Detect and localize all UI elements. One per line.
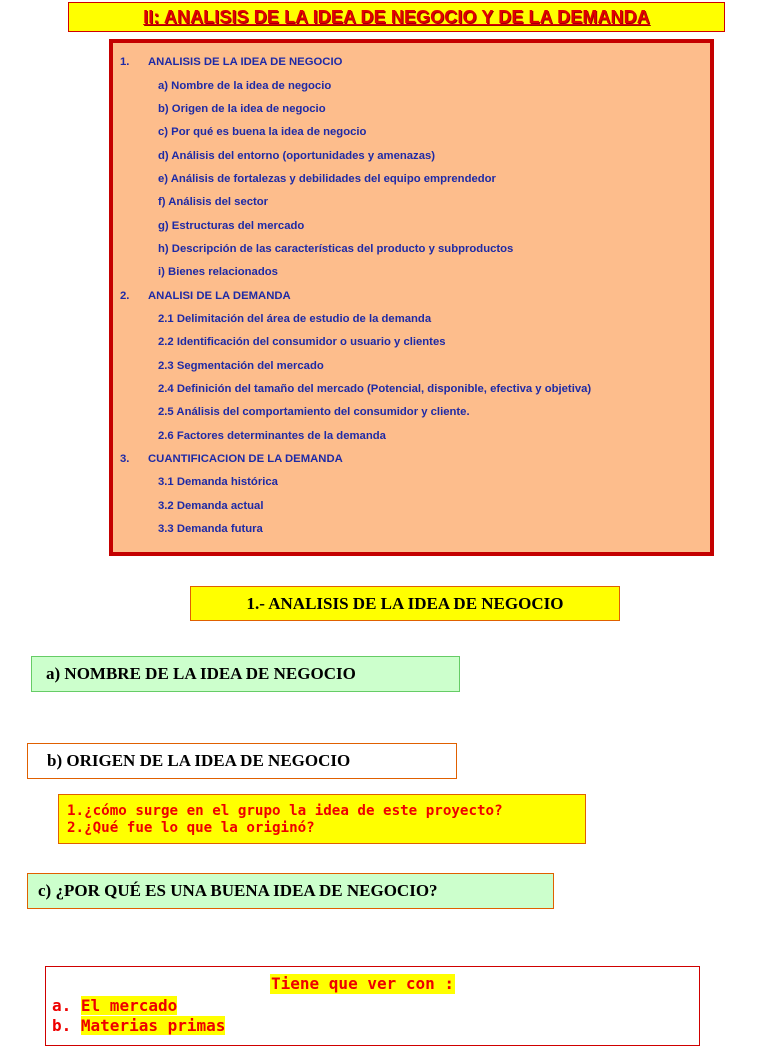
list-text: El mercado (80, 996, 178, 1015)
bottom-heading: Tiene que ver con : (271, 974, 455, 993)
section-heading-1 (190, 586, 620, 621)
index-subitem: a) Nombre de la idea de negocio (158, 80, 332, 92)
list-text: Materias primas (80, 1016, 226, 1035)
list-marker: a. (52, 996, 72, 1015)
list-item (52, 996, 177, 1016)
section-heading-a (31, 656, 460, 692)
index-subitem: 3.3 Demanda futura (158, 523, 263, 535)
index-label: CUANTIFICACION DE LA DEMANDA (148, 453, 343, 465)
index-subitem: 2.2 Identificación del consumidor o usuario y clientes (158, 336, 446, 348)
index-subitem: i) Bienes relacionados (158, 266, 278, 278)
index-subitem: b) Origen de la idea de negocio (158, 103, 326, 115)
index-subitem: 2.6 Factores determinantes de la demanda (158, 430, 386, 442)
section-heading-1-text: 1.- ANALISIS DE LA IDEA DE NEGOCIO (246, 593, 564, 613)
page-title (68, 2, 725, 32)
section-heading-b (27, 743, 457, 779)
index-subitem: 2.3 Segmentación del mercado (158, 360, 324, 372)
index-subitem: e) Análisis de fortalezas y debilidades del equipo emprendedor (158, 173, 496, 185)
index-number: 2. (120, 290, 130, 302)
index-label: ANALISIS DE LA IDEA DE NEGOCIO (148, 56, 343, 68)
index-subitem: 2.4 Definición del tamaño del mercado (Potencial, disponible, efectiva y objetiva) (158, 383, 592, 395)
section-heading-a-text: a) NOMBRE DE LA IDEA DE NEGOCIO (46, 664, 356, 683)
question-1: 1.¿cómo surge en el grupo la idea de este proyecto? (67, 803, 503, 819)
index-subitem: d) Análisis del entorno (oportunidades y amenazas) (158, 150, 436, 162)
section-heading-c-text: c) ¿POR QUÉ ES UNA BUENA IDEA DE NEGOCIO? (38, 881, 438, 900)
section-heading-b-text: b) ORIGEN DE LA IDEA DE NEGOCIO (47, 751, 351, 770)
index-subitem: 2.1 Delimitación del área de estudio de la demanda (158, 313, 432, 325)
section-heading-c (27, 873, 554, 909)
index-number: 1. (120, 56, 130, 68)
index-subitem: h) Descripción de las características del producto y subproductos (158, 243, 514, 255)
list-marker: b. (52, 1016, 72, 1035)
index-subitem: 2.5 Análisis del comportamiento del consumidor y cliente. (158, 406, 470, 418)
list-item (52, 1016, 225, 1036)
index-subitem: 3.2 Demanda actual (158, 500, 264, 512)
index-number: 3. (120, 453, 130, 465)
questions-box (58, 794, 586, 844)
index-subitem: g) Estructuras del mercado (158, 220, 305, 232)
page-title-text: II: ANALISIS DE LA IDEA DE NEGOCIO Y DE LA DEMANDA (143, 6, 650, 27)
index-label: ANALISI DE LA DEMANDA (148, 290, 291, 302)
index-subitem: f) Análisis del sector (158, 196, 269, 208)
question-2: 2.¿Qué fue lo que la originó? (67, 820, 315, 836)
index-subitem: 3.1 Demanda histórica (158, 476, 278, 488)
index-subitem: c) Por qué es buena la idea de negocio (158, 126, 367, 138)
